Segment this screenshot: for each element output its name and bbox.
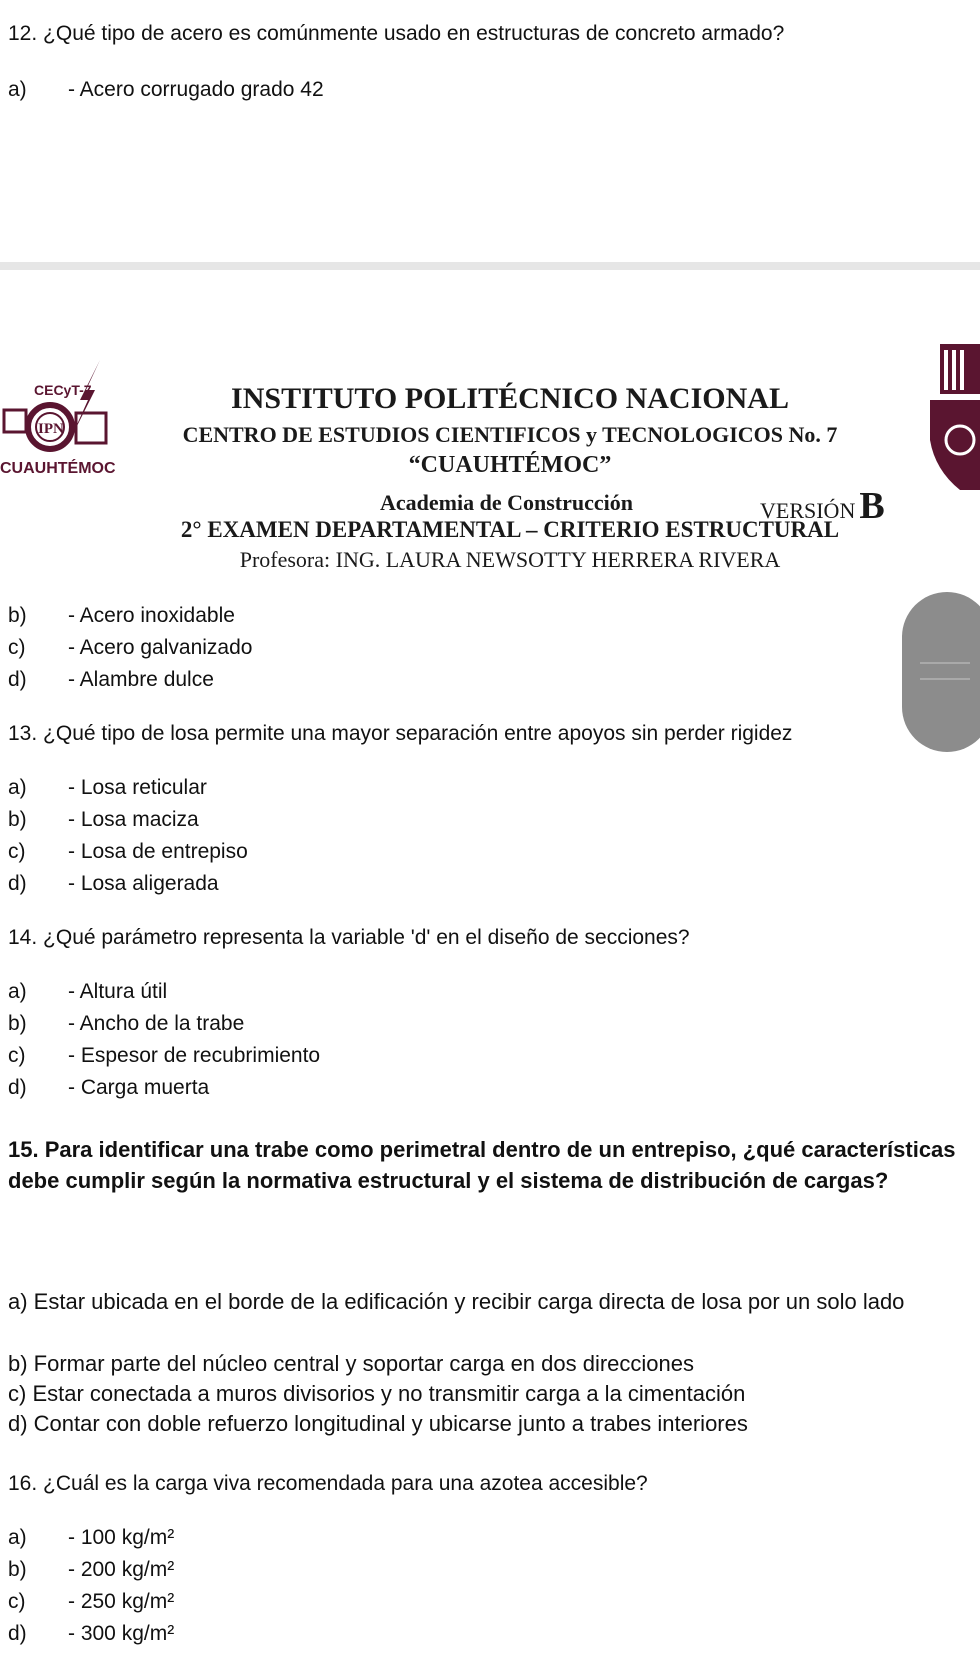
q12-option-a: a) - Acero corrugado grado 42 bbox=[8, 78, 324, 101]
ipn-emblem bbox=[930, 340, 980, 490]
q15-option-c: c) Estar conectada a muros divisorios y no transmitir carga a la cimentación bbox=[8, 1381, 746, 1406]
q12-option-b: b) - Acero inoxidable bbox=[8, 604, 235, 627]
q14-option-a: a) - Altura útil bbox=[8, 980, 168, 1003]
q16-option-c: c) - 250 kg/m² bbox=[8, 1590, 175, 1613]
grip-line-icon bbox=[920, 678, 970, 680]
question-15: 15. Para identificar una trabe como perimetral dentro de un entrepiso, ¿qué características debe cumplir según la normativa estructural y el sistema de distribución de cargas? bbox=[8, 1137, 956, 1193]
q13-option-c: c) - Losa de entrepiso bbox=[8, 840, 248, 863]
q14-option-c: c) - Espesor de recubrimiento bbox=[8, 1044, 321, 1067]
center-name: CENTRO DE ESTUDIOS CIENTIFICOS y TECNOLOGICOS No. 7 bbox=[182, 422, 838, 447]
academy-name: Academia de Construcción bbox=[380, 490, 633, 515]
q12-option-d: d) - Alambre dulce bbox=[8, 668, 214, 691]
q12-option-c: c) - Acero galvanizado bbox=[8, 636, 253, 659]
q15-option-a: a) Estar ubicada en el borde de la edificación y recibir carga directa de losa por un solo lado bbox=[8, 1289, 905, 1314]
q14-option-b: b) - Ancho de la trabe bbox=[8, 1012, 245, 1035]
exam-title: 2° EXAMEN DEPARTAMENTAL – CRITERIO ESTRUCTURAL bbox=[180, 517, 840, 542]
q16-option-b: b) - 200 kg/m² bbox=[8, 1558, 175, 1581]
cecyt-logo bbox=[0, 355, 115, 485]
question-14: 14. ¿Qué parámetro representa la variable 'd' en el diseño de secciones? bbox=[8, 926, 690, 949]
q15-option-d: d) Contar con doble refuerzo longitudinal y ubicarse junto a trabes interiores bbox=[8, 1411, 748, 1436]
q13-option-b: b) - Losa maciza bbox=[8, 808, 199, 831]
question-13: 13. ¿Qué tipo de losa permite una mayor separación entre apoyos sin perder rigidez bbox=[8, 722, 793, 745]
q15-option-b: b) Formar parte del núcleo central y soportar carga en dos direcciones bbox=[8, 1351, 695, 1376]
q16-option-d: d) - 300 kg/m² bbox=[8, 1622, 175, 1645]
svg-text:CUAUHTÉMOC: CUAUHTÉMOC bbox=[0, 460, 115, 477]
question-16: 16. ¿Cuál es la carga viva recomendada para una azotea accesible? bbox=[8, 1472, 648, 1495]
q13-option-a: a) - Losa reticular bbox=[8, 776, 207, 799]
institute-name: INSTITUTO POLITÉCNICO NACIONAL bbox=[231, 382, 789, 415]
svg-text:IPN: IPN bbox=[38, 421, 64, 437]
svg-text:CECyT-7: CECyT-7 bbox=[34, 382, 92, 398]
page-divider bbox=[0, 262, 980, 270]
school-name: “CUAUHTÉMOC” bbox=[408, 452, 612, 478]
grip-line-icon bbox=[920, 662, 970, 664]
scroll-handle[interactable] bbox=[902, 592, 980, 752]
teacher-name: Profesora: ING. LAURA NEWSOTTY HERRERA RIVERA bbox=[239, 547, 781, 572]
question-12: 12. ¿Qué tipo de acero es comúnmente usado en estructuras de concreto armado? bbox=[8, 22, 785, 45]
q14-option-d: d) - Carga muerta bbox=[8, 1076, 210, 1099]
version-label: VERSIÓN B bbox=[760, 485, 885, 527]
q16-option-a: a) - 100 kg/m² bbox=[8, 1526, 175, 1549]
q13-option-d: d) - Losa aligerada bbox=[8, 872, 219, 895]
